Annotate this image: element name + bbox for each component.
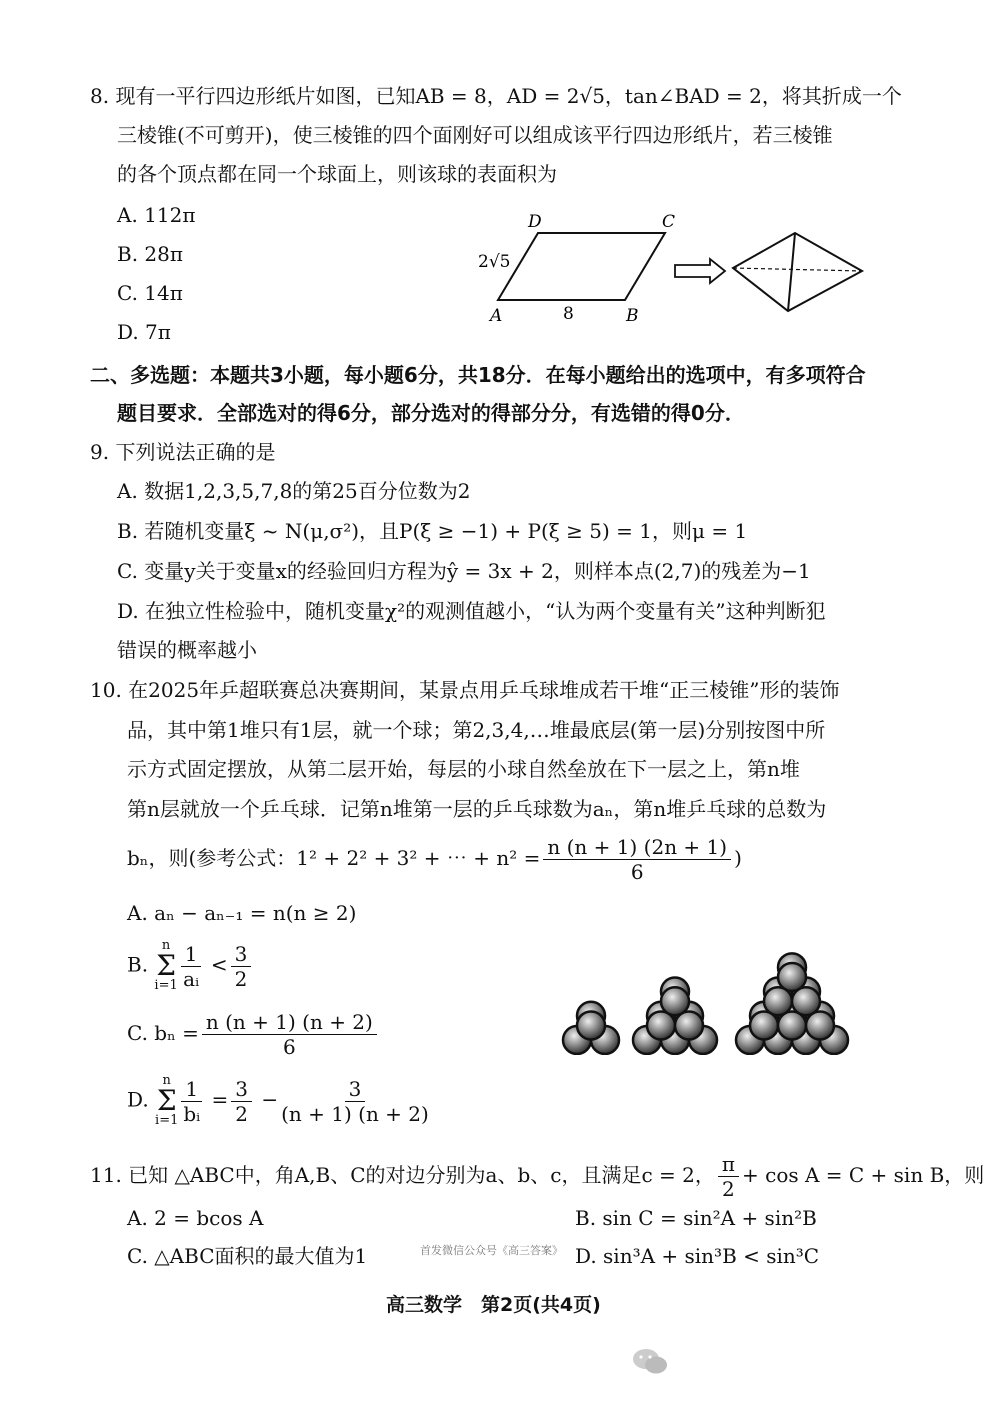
q8-line-3: 的各个顶点都在同一个球面上，则该球的表面积为: [117, 162, 557, 186]
q9-option-b: B. 若随机变量ξ ~ N(μ,σ²)，且P(ξ ≥ −1) + P(ξ ≥ 5) = 1，则μ = 1: [117, 519, 748, 543]
frac-num: 3: [345, 1077, 366, 1102]
q8-option-c: C. 14π: [117, 281, 183, 305]
sum-sign: n Σ i=1: [154, 938, 178, 993]
q11-prefix: 11. 已知 △ABC中，角A,B、C的对边分别为a、b、c，且满足c = 2，: [90, 1163, 715, 1187]
section2-line-2: 题目要求．全部选对的得6分，部分选对的得部分分，有选错的得0分．: [117, 401, 745, 425]
q10-line-3: 示方式固定摆放，从第二层开始，每层的小球自然垒放在下一层之上，第n堆: [127, 757, 800, 781]
frac-den: 2: [235, 1101, 248, 1126]
q10-option-c: [127, 1010, 380, 1059]
formula-suffix: ): [734, 846, 742, 870]
frac-den: aᵢ: [183, 966, 200, 991]
frac-num: 3: [231, 1077, 252, 1102]
q8-figure: [470, 205, 880, 330]
formula-numerator: n (n + 1) (2n + 1): [543, 835, 731, 860]
opt-label: D.: [127, 1087, 149, 1112]
formula-prefix: bₙ，则(参考公式：1² + 2² + 3² + ⋯ + n² =: [127, 846, 541, 870]
q9-option-d-cont: 错误的概率越小: [117, 638, 257, 662]
label-c: C: [662, 212, 676, 232]
q11-stem: [90, 1152, 984, 1201]
section2-line-1: 二、多选题：本题共3小题，每小题6分，共18分．在每小题给出的选项中，有多项符合: [90, 363, 866, 387]
q10-line-4: 第n层就放一个乒乓球．记第n堆第一层的乒乓球数为aₙ，第n堆乒乓球的总数为: [127, 797, 827, 821]
parallelogram: [498, 233, 665, 300]
sum-bottom: i=1: [154, 978, 178, 993]
label-ab: 8: [563, 304, 574, 324]
frac-num: π: [718, 1152, 739, 1177]
label-a: A: [490, 306, 503, 326]
sum-top: n: [161, 938, 171, 953]
q8-option-d: D. 7π: [117, 320, 171, 344]
q8-option-a: A. 112π: [117, 203, 196, 227]
ball-pyramids-figure: [555, 940, 855, 1055]
label-b: B: [626, 306, 639, 326]
q9-option-d: D. 在独立性检验中，随机变量χ²的观测值越小，“认为两个变量有关”这种判断犯: [117, 599, 826, 623]
minus: −: [261, 1087, 279, 1112]
q8-line-1: 8. 现有一平行四边形纸片如图，已知AB = 8，AD = 2√5，tan∠BAD = 2，将其折成一个: [90, 84, 902, 108]
sum-top: n: [162, 1073, 171, 1088]
q9-option-c: C. 变量y关于变量x的经验回归方程为ŷ = 3x + 2，则样本点(2,7)的残差为−1: [117, 559, 811, 583]
frac-num: 3: [231, 942, 252, 967]
q10-option-b: [127, 940, 254, 992]
arrow-right-icon: [675, 259, 725, 283]
label-d: D: [528, 212, 542, 232]
frac-den: bᵢ: [183, 1101, 201, 1126]
sum-sign: n Σ i=1: [155, 1073, 179, 1128]
relation: <: [210, 952, 228, 977]
ping-pong-ball: [778, 963, 806, 991]
frac-den: 2: [234, 966, 248, 991]
frac-den: (n + 1) (n + 2): [281, 1101, 429, 1126]
tetrahedron: [733, 233, 862, 311]
label-ad: 2√5: [478, 252, 511, 272]
q11-option-c: C. △ABC面积的最大值为1: [127, 1244, 368, 1268]
q9-stem: 9. 下列说法正确的是: [90, 440, 276, 464]
frac-num: n (n + 1) (n + 2): [202, 1010, 377, 1035]
frac-num: 1: [181, 1077, 202, 1102]
ping-pong-ball: [577, 1011, 605, 1039]
q10-line-2: 品，其中第1堆只有1层，就一个球；第2,3,4,…堆最底层(第一层)分别按图中所: [127, 718, 826, 742]
sum-bottom: i=1: [155, 1113, 179, 1128]
q10-formula: [127, 835, 742, 884]
ping-pong-ball: [661, 987, 689, 1015]
wechat-icon: [630, 1345, 672, 1377]
q8-line-2: 三棱锥(不可剪开)，使三棱锥的四个面刚好可以组成该平行四边形纸片，若三棱锥: [117, 123, 833, 147]
q11-option-d: D. sin³A + sin³B < sin³C: [575, 1244, 820, 1268]
frac-den: 2: [722, 1177, 735, 1201]
q11-option-a: A. 2 = bcos A: [127, 1206, 264, 1230]
frac-den: 6: [282, 1035, 296, 1059]
q9-option-a: A. 数据1,2,3,5,7,8的第25百分位数为2: [117, 479, 471, 503]
q10-line-1: 10. 在2025年乒超联赛总决赛期间，某景点用乒乓球堆成若干堆“正三棱锥”形的装饰: [90, 678, 840, 702]
q11-option-b: B. sin C = sin²A + sin²B: [575, 1206, 817, 1230]
q8-option-b: B. 28π: [117, 242, 184, 266]
frac-num: 1: [181, 942, 202, 967]
relation: =: [211, 1087, 229, 1112]
q10-option-d: [127, 1075, 432, 1127]
q11-suffix: + cos A = C + sin B，则: [742, 1163, 985, 1187]
formula-denominator: 6: [630, 860, 644, 884]
q10-option-a: A. aₙ − aₙ₋₁ = n(n ≥ 2): [127, 901, 357, 925]
page-footer: 高三数学 第2页(共4页): [386, 1294, 601, 1316]
opt-label: C. bₙ =: [127, 1021, 199, 1045]
opt-label: B.: [127, 952, 149, 977]
watermark: 首发微信公众号《高三答案》: [420, 1244, 563, 1257]
